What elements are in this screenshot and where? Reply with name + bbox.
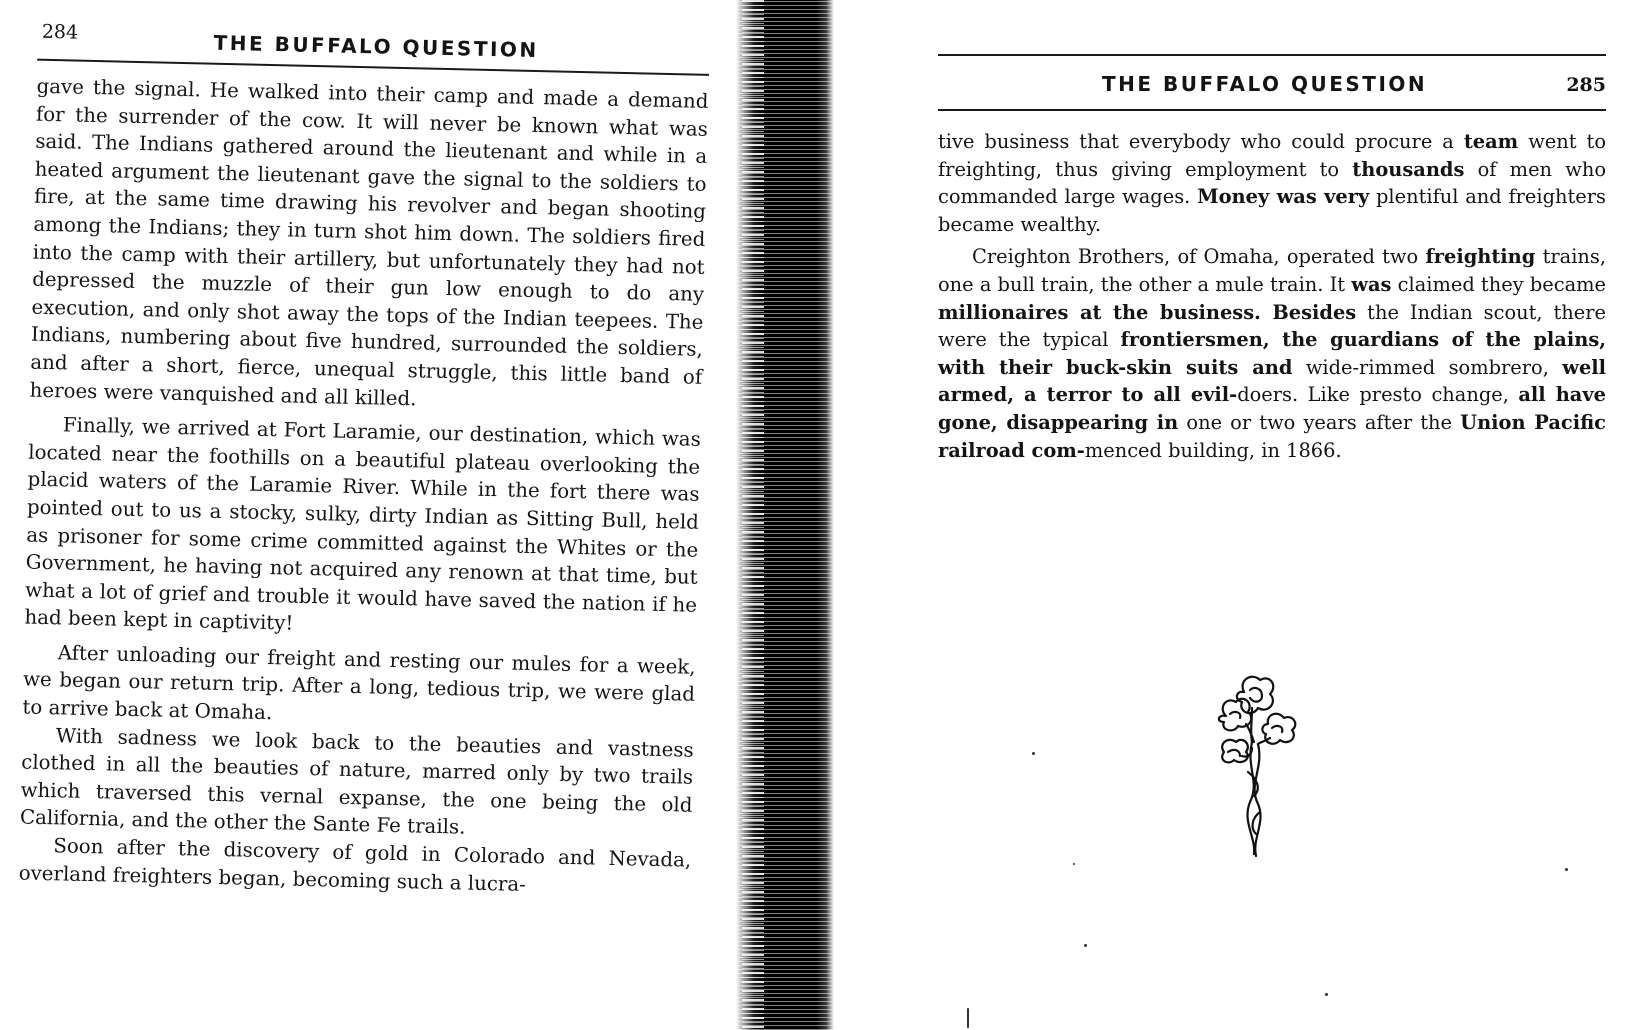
right-page-header bbox=[938, 50, 1606, 116]
gutter-speckle bbox=[742, 0, 764, 1030]
right-paragraph-1 bbox=[938, 128, 1606, 238]
left-page-number: 284 bbox=[41, 20, 79, 44]
text-run: wide-rimmed sombrero, bbox=[1292, 355, 1563, 379]
bold-run: well armed, a terror to all evil- bbox=[938, 355, 1607, 407]
bold-run: thousands bbox=[1352, 157, 1465, 181]
bold-run: millionaires at the business. Besides bbox=[938, 300, 1357, 324]
right-page-body bbox=[938, 128, 1606, 469]
right-page bbox=[938, 50, 1614, 1020]
bold-run: Union Pacific railroad com- bbox=[938, 410, 1606, 462]
right-page-number: 285 bbox=[1566, 74, 1606, 96]
left-page-header bbox=[37, 21, 710, 76]
speck bbox=[1032, 752, 1035, 755]
bold-run: team bbox=[1463, 130, 1519, 153]
speck bbox=[1073, 863, 1075, 865]
speck bbox=[1084, 944, 1087, 947]
left-page-body bbox=[18, 73, 708, 902]
floral-ornament-icon bbox=[1212, 672, 1302, 862]
text-run: trains, one a bull train, the other a mule train. It bbox=[938, 245, 1607, 296]
bold-run: frontiersmen, the guardians of the plains, with their buck-skin suits and bbox=[938, 328, 1606, 379]
text-run: of men who commanded large wages. bbox=[938, 157, 1607, 209]
bold-run: Money was very bbox=[1197, 185, 1370, 209]
right-header-rule-bottom bbox=[938, 109, 1606, 111]
right-paragraph-2 bbox=[938, 243, 1606, 464]
speck bbox=[967, 1008, 969, 1028]
speck bbox=[1565, 868, 1568, 871]
left-paragraph: With sadness we look back to the beauties and vastness clothed in all the beauties of nature, marred only by two trails which traversed this vernal expanse, the one being the old California, and the other the Sante Fe trails. bbox=[19, 723, 694, 840]
text-run: the Indian scout, there were the typical bbox=[938, 300, 1607, 352]
bold-run: was bbox=[1351, 272, 1392, 296]
text-run: plentiful and freighters became wealthy. bbox=[938, 185, 1606, 236]
text-run: doers. Like presto change, bbox=[1237, 383, 1519, 407]
left-paragraph: Soon after the discovery of gold in Colorado and Nevada, overland freighters began, becoming such a lucra- bbox=[18, 834, 692, 896]
left-paragraph: Finally, we arrived at Fort Laramie, our destination, which was located near the foothills on a beautiful plateau overlooking the placid waters of the Laramie River. While in the fort there was pointed out to us a stocky, sulky, dirty Indian as Sitting Bull, held as prisoner for some crime committed against the Whites or the Government, he having not acquired any renown at that time, but what a lot of grief and trouble it would have saved the nation if he had been kept in captivity! bbox=[24, 413, 702, 635]
left-running-title: THE BUFFALO QUESTION bbox=[213, 30, 539, 63]
text-run: menced building, in 1866. bbox=[1084, 438, 1342, 462]
left-header-rule bbox=[37, 59, 709, 76]
bold-run: freighting bbox=[1425, 245, 1536, 269]
text-run: tive business that everybody who could procure a bbox=[938, 130, 1464, 153]
text-run: Creighton Brothers, of Omaha, operated two bbox=[972, 245, 1426, 269]
left-paragraph: After unloading our freight and resting our mules for a week, we began our return trip. After a long, tedious trip, we were glad to arrive back at Omaha. bbox=[22, 641, 696, 725]
text-run: went to freighting, thus giving employment to bbox=[938, 130, 1607, 181]
bold-run: all have gone, disappearing in bbox=[938, 383, 1606, 434]
text-run: one or two years after the bbox=[1178, 410, 1461, 434]
left-page bbox=[0, 20, 713, 1026]
text-run: claimed they became bbox=[1391, 272, 1606, 296]
left-paragraph: gave the signal. He walked into their camp and made a demand for the surrender of the cow. It will never be known what was said. The Indians gathered around the lieutenant and while in a heated argument the lieutenant gave the signal to the soldiers to fire, at the same time drawing his revolver and began shooting among the Indians; they in turn shot him down. The soldiers fired into the camp with their artillery, but unfortunately they had not depressed the muzzle of their gun low enough to do any execution, and only shot away the tops of the Indian teepees. The Indians, numbering about five hundred, surrounded the soldiers, and after a short, fierce, unequal struggle, this little band of heroes were vanquished and all killed. bbox=[29, 74, 709, 410]
speck bbox=[1325, 993, 1328, 996]
right-running-title: THE BUFFALO QUESTION bbox=[1102, 72, 1428, 96]
right-header-rule-top bbox=[938, 54, 1606, 56]
